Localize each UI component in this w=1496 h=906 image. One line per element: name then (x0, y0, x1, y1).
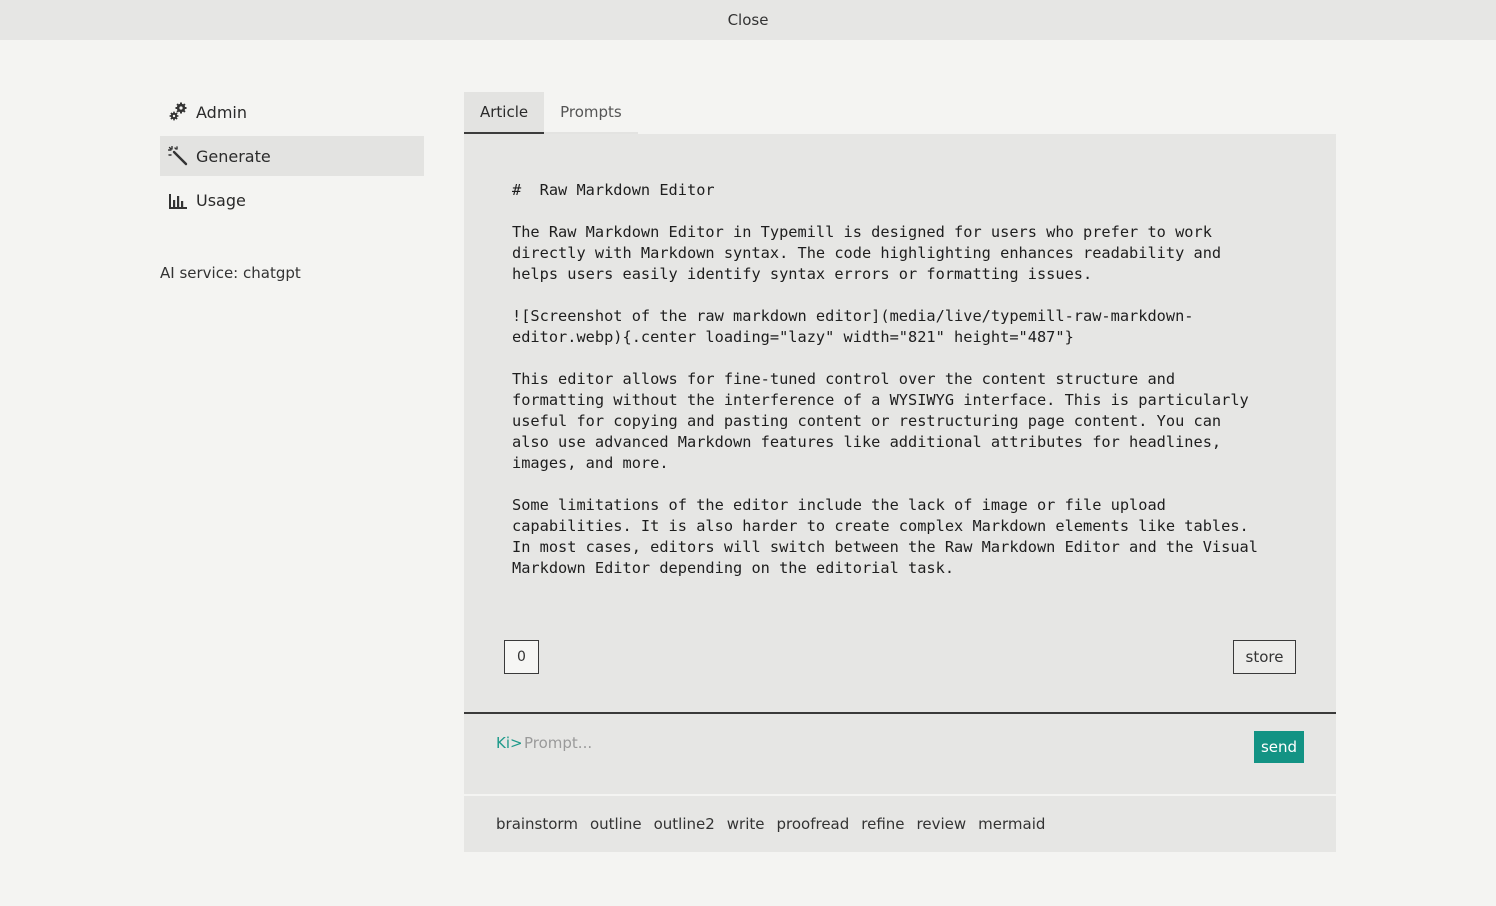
command-refine[interactable]: refine (861, 815, 905, 833)
article-editor[interactable] (510, 178, 1310, 598)
command-outline2[interactable]: outline2 (653, 815, 715, 833)
send-button[interactable]: send (1254, 731, 1304, 763)
prompt-input[interactable] (522, 730, 1222, 756)
gears-icon (168, 102, 188, 122)
sidebar-item-usage[interactable] (160, 180, 424, 220)
version-counter-button[interactable]: 0 (504, 640, 539, 674)
command-review[interactable]: review (916, 815, 967, 833)
command-mermaid[interactable]: mermaid (978, 815, 1046, 833)
close-label[interactable]: Close (727, 11, 769, 29)
tab-prompts[interactable]: Prompts (544, 92, 638, 134)
main-panel (464, 92, 1336, 852)
tab-bar (464, 92, 1336, 134)
article-editor-panel (464, 134, 1336, 714)
sidebar (160, 92, 424, 282)
command-proofread[interactable]: proofread (776, 815, 850, 833)
sidebar-item-label: Usage (196, 190, 246, 210)
command-write[interactable]: write (726, 815, 765, 833)
magic-wand-icon (168, 146, 188, 166)
bar-chart-icon (168, 190, 188, 210)
prompt-bar (464, 714, 1336, 796)
prompt-prefix: Ki> (496, 734, 523, 752)
sidebar-item-label: Generate (196, 146, 271, 166)
command-outline[interactable]: outline (589, 815, 642, 833)
ai-service-label: AI service: chatgpt (160, 264, 301, 282)
tab-article[interactable]: Article (464, 92, 544, 134)
sidebar-item-admin[interactable] (160, 92, 424, 132)
command-brainstorm[interactable]: brainstorm (496, 815, 578, 833)
close-bar[interactable] (0, 0, 1496, 40)
sidebar-item-label: Admin (196, 102, 247, 122)
sidebar-item-generate[interactable] (160, 136, 424, 176)
command-bar (464, 796, 1336, 852)
store-button[interactable]: store (1233, 640, 1296, 674)
